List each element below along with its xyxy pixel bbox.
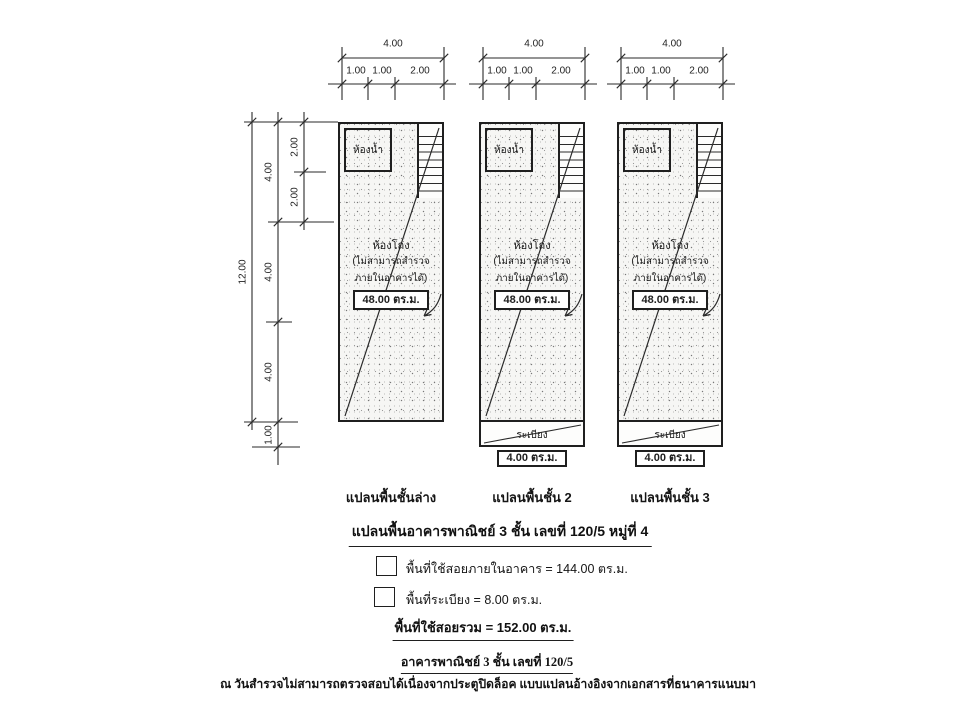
legend-swatch-balcony (374, 587, 395, 607)
dim-left-floor-1: 4.00 (263, 162, 275, 182)
balcony-plan-3 (617, 420, 723, 447)
caption-plan-ground: แปลนพื้นชั้นล่าง (345, 490, 437, 505)
balcony-area-box-2: 4.00 ตร.ม. (497, 450, 567, 467)
dim-top-seg3-2: 2.00 (551, 65, 571, 77)
dim-left-floor-3: 4.00 (263, 362, 275, 382)
footer-building-id: อาคารพาณิชย์ 3 ชั้น เลขที่ 120/5 (401, 652, 573, 674)
hall-area-box: 48.00 ตร.ม. (353, 290, 429, 310)
total-area-line: พื้นที่ใช้สอยรวม = 152.00 ตร.ม. (393, 617, 574, 641)
bathroom-label: ห้องน้ำ (632, 144, 662, 156)
hall-area-box: 48.00 ตร.ม. (632, 290, 708, 310)
hall-note-1: (ไม่สามารถสำรวจ (493, 256, 571, 267)
hall-note-1: (ไม่สามารถสำรวจ (352, 256, 430, 267)
footer-survey-note: ณ วันสำรวจไม่สามารถตรวจสอบได้เนื่องจากประตูปิดล็อค แบบแปลนอ้างอิงจากเอกสารที่ธนาคารแนบมา (220, 677, 756, 691)
dim-top-seg2-2: 1.00 (513, 65, 533, 77)
balcony-label: ระเบียง (516, 430, 548, 441)
balcony-plan-2 (479, 420, 585, 447)
balcony-diagonal-line (619, 422, 721, 445)
hall-label: ห้องโถง (372, 240, 410, 252)
hall-note-1: (ไม่สามารถสำรวจ (631, 256, 709, 267)
legend-item-interior: พื้นที่ใช้สอยภายในอาคาร = 144.00 ตร.ม. (406, 562, 628, 576)
floor-plan-ground (338, 122, 444, 422)
hall-label: ห้องโถง (513, 240, 551, 252)
balcony-diagonal-line (481, 422, 583, 445)
bathroom-label: ห้องน้ำ (494, 144, 524, 156)
dim-top-total-3: 4.00 (662, 38, 682, 50)
dim-top-seg1-1: 1.00 (346, 65, 366, 77)
dim-top-seg3-3: 2.00 (689, 65, 709, 77)
dim-left-bath-1: 2.00 (289, 137, 301, 157)
drawing-title: แปลนพื้นอาคารพาณิชย์ 3 ชั้น เลขที่ 120/5 หมู่ที่ 4 (349, 521, 652, 547)
dim-top-seg2-3: 1.00 (651, 65, 671, 77)
dim-left-floor-2: 4.00 (263, 262, 275, 282)
balcony-label: ระเบียง (654, 430, 686, 441)
floor-plan-3 (617, 122, 723, 422)
hall-note-2: ภายในอาคารได้) (495, 273, 569, 284)
floor-plan-2 (479, 122, 585, 422)
hall-area-box: 48.00 ตร.ม. (494, 290, 570, 310)
caption-plan-2: แปลนพื้นชั้น 2 (492, 490, 572, 505)
dim-top-seg1-3: 1.00 (625, 65, 645, 77)
dim-top-seg2-1: 1.00 (372, 65, 392, 77)
hall-note-2: ภายในอาคารได้) (633, 273, 707, 284)
dim-left-bath-2: 2.00 (289, 187, 301, 207)
legend-swatch-interior (376, 556, 397, 576)
legend-item-balcony: พื้นที่ระเบียง = 8.00 ตร.ม. (406, 593, 543, 607)
dim-top-seg3-1: 2.00 (410, 65, 430, 77)
hall-note-2: ภายในอาคารได้) (354, 273, 428, 284)
dim-top-seg1-2: 1.00 (487, 65, 507, 77)
bathroom-label: ห้องน้ำ (353, 144, 383, 156)
balcony-area-box-3: 4.00 ตร.ม. (635, 450, 705, 467)
dim-left-total: 12.00 (237, 259, 249, 285)
hall-label: ห้องโถง (651, 240, 689, 252)
dim-top-total-1: 4.00 (383, 38, 403, 50)
dim-left-balcony: 1.00 (263, 425, 275, 445)
caption-plan-3: แปลนพื้นชั้น 3 (630, 490, 710, 505)
dim-top-total-2: 4.00 (524, 38, 544, 50)
